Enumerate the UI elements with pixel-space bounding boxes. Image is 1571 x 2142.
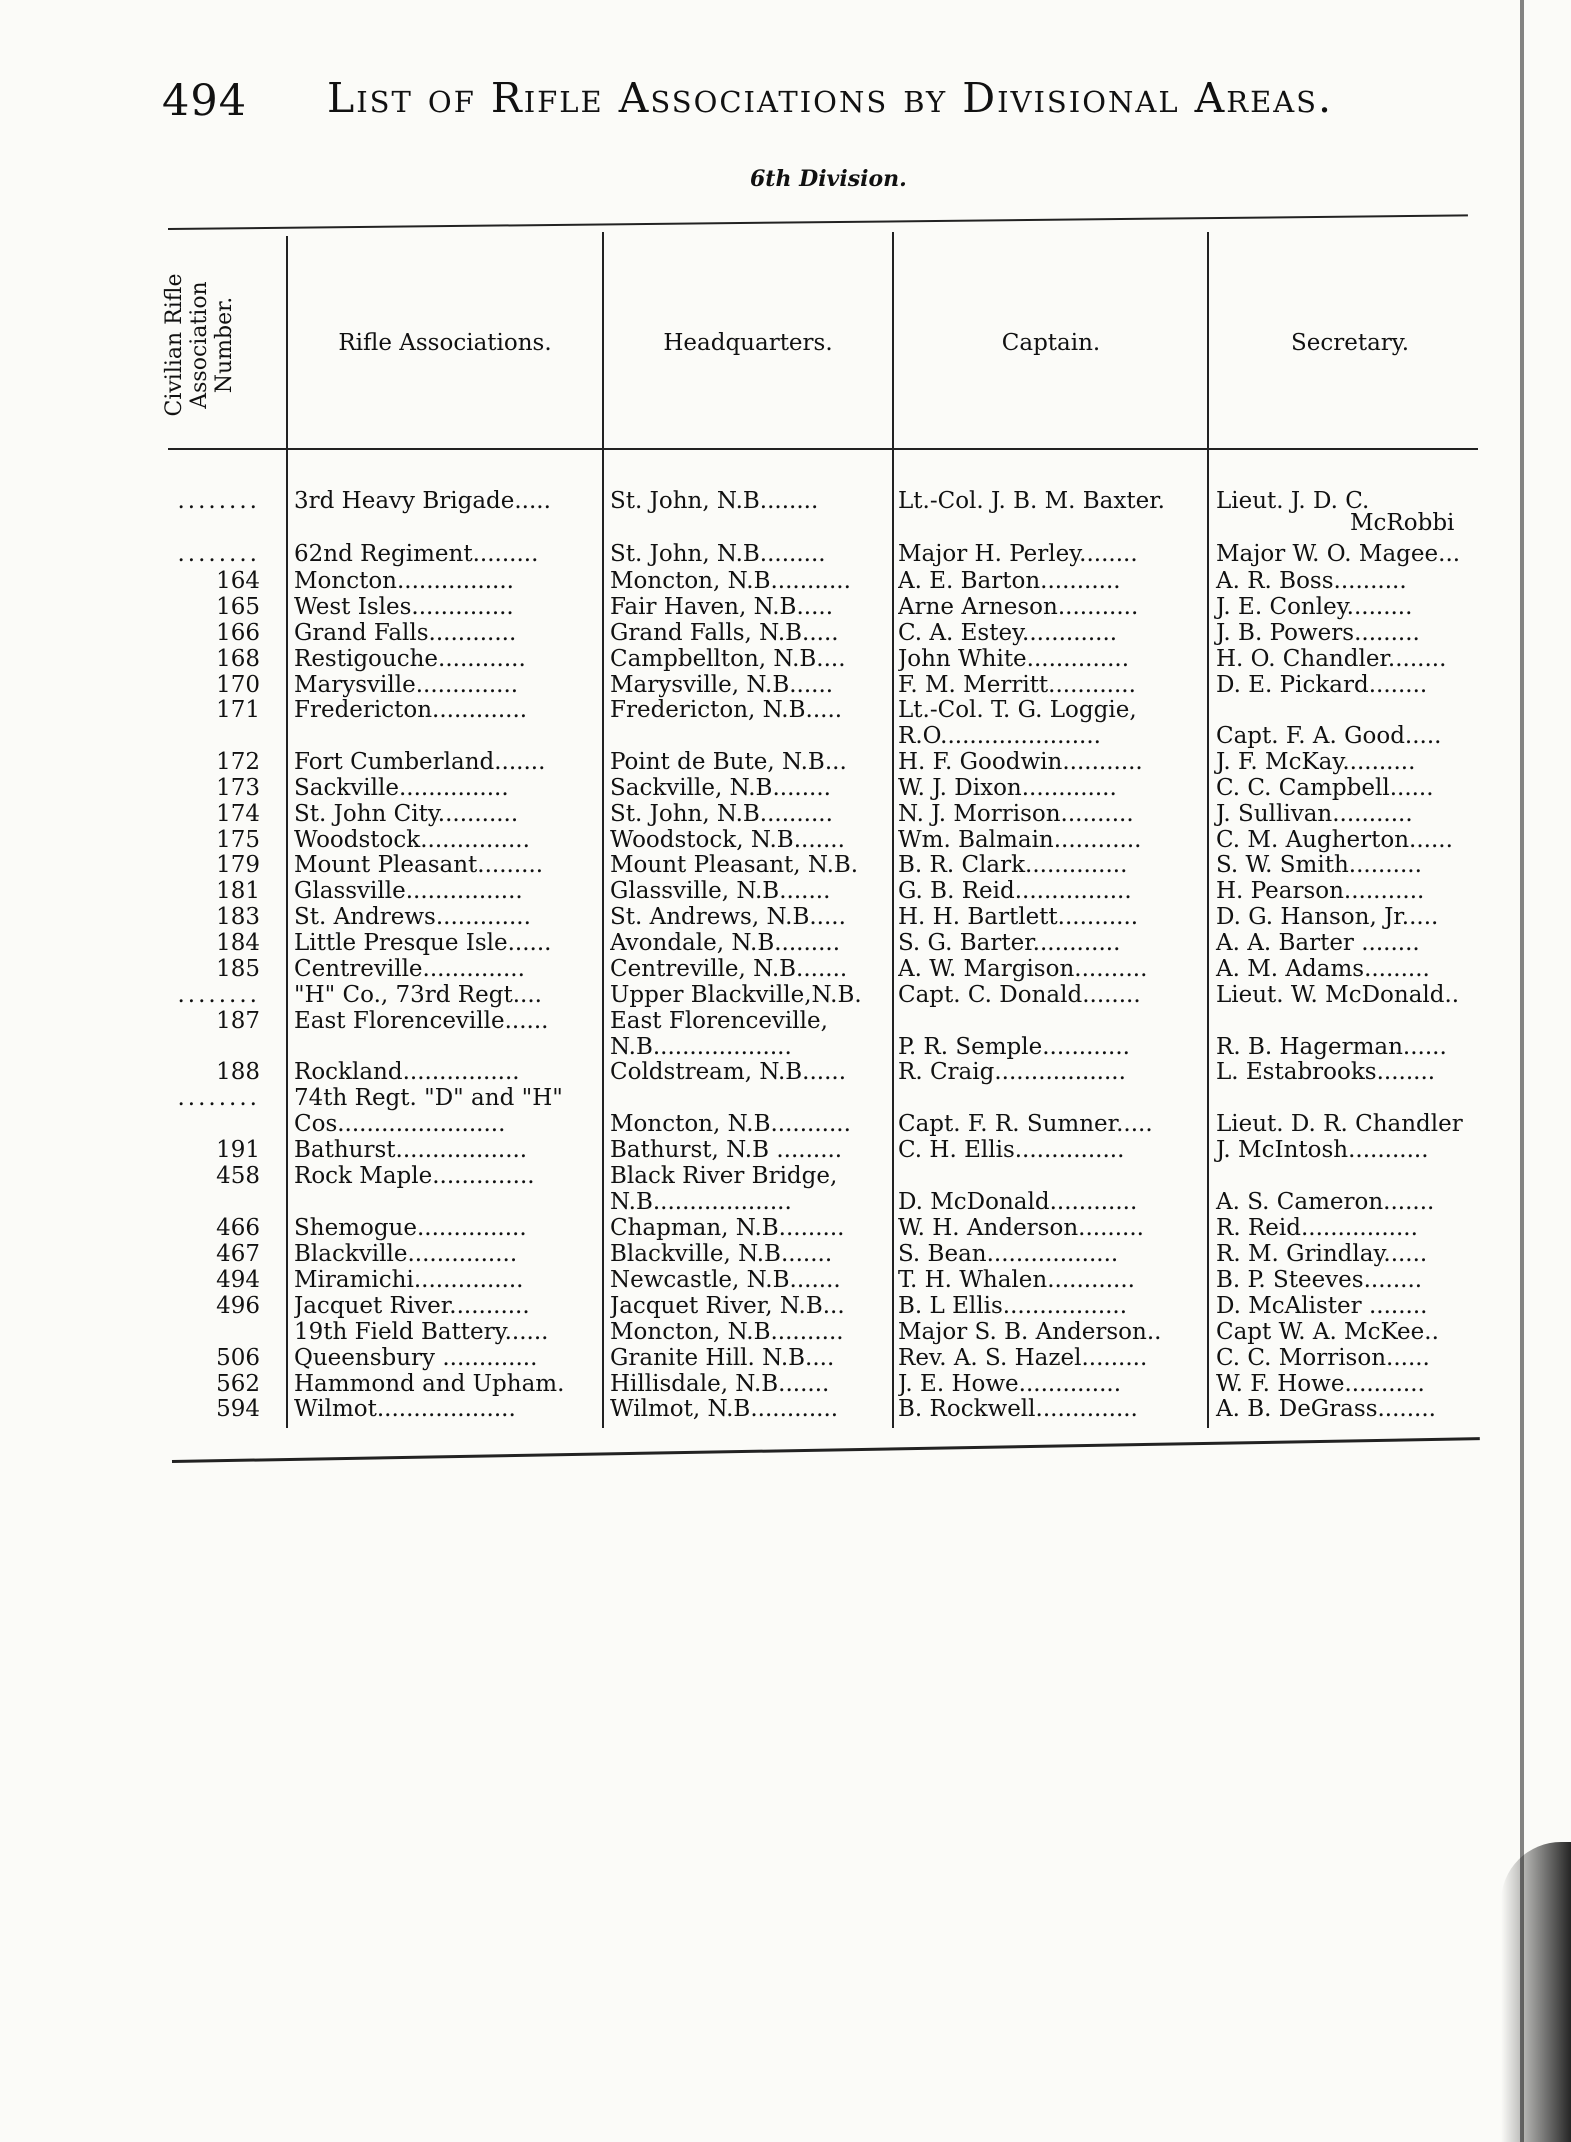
table-row (0, 1345, 1571, 1371)
cell-headquarters: St. John, N.B........ (610, 488, 819, 514)
cell-captain: B. R. Clark.............. (898, 852, 1128, 878)
cell-association: Fredericton............. (294, 697, 528, 723)
cell-secretary: J. Sullivan........... (1216, 801, 1413, 827)
cell-headquarters: St. John, N.B.......... (610, 801, 833, 827)
table-row (0, 1163, 1571, 1189)
cell-headquarters: Point de Bute, N.B... (610, 749, 847, 775)
cell-number: ........ (177, 541, 260, 567)
cell-captain: John White.............. (898, 646, 1130, 672)
table-row (0, 982, 1571, 1008)
cell-number: 170 (216, 672, 260, 698)
cell-secretary: A. R. Boss.......... (1216, 568, 1407, 594)
table-row (0, 646, 1571, 672)
cell-captain: W. H. Anderson......... (898, 1215, 1144, 1241)
cell-number: 185 (216, 956, 260, 982)
cell-headquarters: Fredericton, N.B..... (610, 697, 843, 723)
cell-number: 165 (216, 594, 260, 620)
cell-secretary: H. Pearson........... (1216, 878, 1425, 904)
cell-headquarters: East Florenceville, (610, 1008, 828, 1034)
cell-secretary: Lieut. W. McDonald.. (1216, 982, 1460, 1008)
cell-secretary: McRobbi (1350, 510, 1455, 536)
cell-number: 458 (216, 1163, 260, 1189)
cell-headquarters: Hillisdale, N.B....... (610, 1371, 830, 1397)
cell-number: 562 (216, 1371, 260, 1397)
cell-headquarters: St. John, N.B......... (610, 541, 826, 567)
cell-headquarters: Moncton, N.B........... (610, 568, 851, 594)
table-row (0, 697, 1571, 723)
page-title: List of Rifle Associations by Divisional Areas. (327, 74, 1334, 122)
cell-captain: Rev. A. S. Hazel......... (898, 1345, 1148, 1371)
cell-headquarters: Avondale, N.B......... (610, 930, 841, 956)
cell-secretary: A. S. Cameron....... (1216, 1189, 1435, 1215)
cell-headquarters: Wilmot, N.B............ (610, 1396, 839, 1422)
cell-number: ........ (177, 488, 260, 514)
cell-number: 183 (216, 904, 260, 930)
cell-captain: B. Rockwell.............. (898, 1396, 1138, 1422)
cell-headquarters: Woodstock, N.B....... (610, 827, 845, 853)
table-row (0, 594, 1571, 620)
cell-secretary: A. B. DeGrass........ (1216, 1396, 1436, 1422)
table-row (0, 827, 1571, 853)
cell-captain: R. Craig.................. (898, 1059, 1126, 1085)
cell-association: Jacquet River........... (294, 1293, 530, 1319)
cell-number: 179 (216, 852, 260, 878)
column-header-association: Rifle Associations. (338, 330, 552, 356)
cell-captain: N. J. Morrison.......... (898, 801, 1134, 827)
table-row (0, 1267, 1571, 1293)
table-row (0, 1293, 1571, 1319)
cell-number: 494 (216, 1267, 260, 1293)
cell-association: Cos....................... (294, 1111, 506, 1137)
cell-number: 184 (216, 930, 260, 956)
table-row (0, 1034, 1571, 1060)
cell-captain: G. B. Reid................ (898, 878, 1132, 904)
table-row (0, 1137, 1571, 1163)
cell-secretary: J. B. Powers......... (1216, 620, 1420, 646)
cell-captain: A. E. Barton........... (898, 568, 1121, 594)
cell-headquarters: Coldstream, N.B...... (610, 1059, 847, 1085)
cell-captain: Arne Arneson........... (898, 594, 1139, 620)
cell-association: Blackville............... (294, 1241, 518, 1267)
cell-secretary: Lieut. J. D. C. (1216, 488, 1370, 514)
cell-secretary: D. McAlister ........ (1216, 1293, 1428, 1319)
table-row (0, 775, 1571, 801)
table-row (0, 672, 1571, 698)
cell-captain: A. W. Margison.......... (898, 956, 1148, 982)
cell-headquarters: Fair Haven, N.B..... (610, 594, 834, 620)
cell-captain: H. H. Bartlett........... (898, 904, 1139, 930)
cell-association: Rockland................ (294, 1059, 520, 1085)
table-row (0, 801, 1571, 827)
cell-association: East Florenceville...... (294, 1008, 549, 1034)
table-row (0, 930, 1571, 956)
page-number: 494 (162, 76, 248, 126)
cell-association: Fort Cumberland....... (294, 749, 546, 775)
cell-captain: Major S. B. Anderson.. (898, 1319, 1162, 1345)
column-header-number-line-3: Number. (212, 296, 237, 394)
cell-association: Centreville.............. (294, 956, 525, 982)
cell-headquarters: Moncton, N.B........... (610, 1111, 851, 1137)
cell-number: 594 (216, 1396, 260, 1422)
cell-captain: Lt.-Col. J. B. M. Baxter. (898, 488, 1165, 514)
cell-headquarters: Granite Hill. N.B.... (610, 1345, 835, 1371)
table-row (0, 1085, 1571, 1111)
cell-number: 181 (216, 878, 260, 904)
cell-headquarters: Moncton, N.B.......... (610, 1319, 844, 1345)
cell-secretary: B. P. Steeves........ (1216, 1267, 1423, 1293)
cell-captain: D. McDonald............ (898, 1189, 1138, 1215)
table-row (0, 956, 1571, 982)
cell-number: 496 (216, 1293, 260, 1319)
cell-headquarters: St. Andrews, N.B..... (610, 904, 846, 930)
table-row (0, 620, 1571, 646)
cell-captain: Capt. C. Donald........ (898, 982, 1141, 1008)
cell-number: 168 (216, 646, 260, 672)
cell-association: Miramichi............... (294, 1267, 524, 1293)
cell-secretary: J. McIntosh........... (1216, 1137, 1429, 1163)
cell-captain: B. L Ellis................. (898, 1293, 1128, 1319)
cell-secretary: A. M. Adams......... (1216, 956, 1430, 982)
cell-association: Wilmot................... (294, 1396, 516, 1422)
cell-secretary: C. M. Augherton...... (1216, 827, 1453, 853)
cell-secretary: Capt W. A. McKee.. (1216, 1319, 1439, 1345)
cell-headquarters: Chapman, N.B......... (610, 1215, 845, 1241)
cell-association: 3rd Heavy Brigade..... (294, 488, 551, 514)
cell-headquarters: Glassville, N.B....... (610, 878, 831, 904)
cell-association: Grand Falls............ (294, 620, 517, 646)
cell-association: 62nd Regiment......... (294, 541, 539, 567)
cell-association: St. John City........... (294, 801, 519, 827)
cell-captain: J. E. Howe.............. (898, 1371, 1122, 1397)
cell-secretary: J. F. McKay.......... (1216, 749, 1416, 775)
cell-headquarters: N.B................... (610, 1034, 792, 1060)
table-row (0, 541, 1571, 567)
cell-headquarters: Sackville, N.B........ (610, 775, 831, 801)
table-row (0, 852, 1571, 878)
table-row (0, 1059, 1571, 1085)
cell-captain: C. H. Ellis............... (898, 1137, 1125, 1163)
cell-association: Rock Maple.............. (294, 1163, 535, 1189)
cell-captain: Capt. F. R. Sumner..... (898, 1111, 1153, 1137)
cell-headquarters: Upper Blackville,N.B. (610, 982, 862, 1008)
cell-association: West Isles.............. (294, 594, 514, 620)
column-header-captain: Captain. (1001, 330, 1101, 356)
table-row (0, 904, 1571, 930)
cell-secretary: Lieut. D. R. Chandler (1216, 1111, 1463, 1137)
cell-headquarters: Newcastle, N.B....... (610, 1267, 841, 1293)
column-header-secretary: Secretary. (1290, 330, 1410, 356)
cell-secretary: H. O. Chandler........ (1216, 646, 1447, 672)
cell-association: Glassville................ (294, 878, 523, 904)
cell-number: 467 (216, 1241, 260, 1267)
cell-headquarters: Campbellton, N.B.... (610, 646, 846, 672)
cell-captain: C. A. Estey............. (898, 620, 1118, 646)
cell-secretary: A. A. Barter ........ (1216, 930, 1420, 956)
table-row (0, 1008, 1571, 1034)
cell-number: ........ (177, 982, 260, 1008)
cell-association: "H" Co., 73rd Regt.... (294, 982, 542, 1008)
cell-headquarters: Grand Falls, N.B..... (610, 620, 839, 646)
cell-association: Sackville............... (294, 775, 509, 801)
table-row (0, 1319, 1571, 1345)
cell-captain: H. F. Goodwin........... (898, 749, 1143, 775)
column-header-headquarters: Headquarters. (663, 330, 833, 356)
cell-secretary: L. Estabrooks........ (1216, 1059, 1436, 1085)
cell-captain: S. G. Barter............ (898, 930, 1121, 956)
cell-number: 175 (216, 827, 260, 853)
cell-headquarters: Centreville, N.B....... (610, 956, 848, 982)
cell-headquarters: Blackville, N.B....... (610, 1241, 833, 1267)
cell-captain: Lt.-Col. T. G. Loggie, (898, 697, 1137, 723)
cell-secretary: D. G. Hanson, Jr..... (1216, 904, 1439, 930)
cell-captain: Wm. Balmain............ (898, 827, 1142, 853)
cell-headquarters: N.B................... (610, 1189, 792, 1215)
table-row (0, 1111, 1571, 1137)
cell-association: Mount Pleasant......... (294, 852, 544, 878)
division-heading: 6th Division. (750, 166, 907, 192)
table-row (0, 1241, 1571, 1267)
cell-headquarters: Bathurst, N.B ......... (610, 1137, 843, 1163)
cell-number: ........ (177, 1085, 260, 1111)
cell-headquarters: Marysville, N.B...... (610, 672, 834, 698)
cell-association: Hammond and Upham. (294, 1371, 565, 1397)
cell-number: 164 (216, 568, 260, 594)
table-top-rule (168, 214, 1468, 230)
cell-number: 187 (216, 1008, 260, 1034)
table-bottom-rule (172, 1437, 1480, 1463)
cell-association: St. Andrews............. (294, 904, 531, 930)
header-bottom-rule (168, 448, 1478, 450)
column-header-number-line-1: Civilian Rifle (162, 273, 187, 417)
cell-association: Shemogue............... (294, 1215, 527, 1241)
cell-number: 173 (216, 775, 260, 801)
cell-captain: T. H. Whalen............ (898, 1267, 1135, 1293)
cell-secretary: C. C. Morrison...... (1216, 1345, 1430, 1371)
cell-secretary: Capt. F. A. Good..... (1216, 723, 1442, 749)
cell-number: 188 (216, 1059, 260, 1085)
table-row (0, 878, 1571, 904)
cell-number: 172 (216, 749, 260, 775)
cell-secretary: W. F. Howe........... (1216, 1371, 1425, 1397)
cell-headquarters: Black River Bridge, (610, 1163, 838, 1189)
cell-secretary: S. W. Smith.......... (1216, 852, 1422, 878)
cell-number: 506 (216, 1345, 260, 1371)
cell-headquarters: Jacquet River, N.B... (610, 1293, 845, 1319)
cell-association: 74th Regt. "D" and "H" (294, 1085, 563, 1111)
table-row (0, 723, 1571, 749)
cell-secretary: R. Reid................ (1216, 1215, 1418, 1241)
cell-number: 174 (216, 801, 260, 827)
table-row (0, 1396, 1571, 1422)
cell-number: 166 (216, 620, 260, 646)
cell-association: Little Presque Isle...... (294, 930, 552, 956)
cell-secretary: C. C. Campbell...... (1216, 775, 1434, 801)
cell-number: 171 (216, 697, 260, 723)
table-row (0, 1189, 1571, 1215)
column-header-number-line-2: Association (187, 281, 212, 409)
cell-association: 19th Field Battery...... (294, 1319, 549, 1345)
cell-number: 191 (216, 1137, 260, 1163)
cell-number: 466 (216, 1215, 260, 1241)
cell-association: Moncton................ (294, 568, 514, 594)
table-row (0, 749, 1571, 775)
cell-captain: Major H. Perley........ (898, 541, 1138, 567)
cell-captain: S. Bean.................. (898, 1241, 1119, 1267)
cell-headquarters: Mount Pleasant, N.B. (610, 852, 859, 878)
table-row (0, 1215, 1571, 1241)
cell-association: Queensbury ............. (294, 1345, 538, 1371)
table-row (0, 568, 1571, 594)
cell-secretary: R. M. Grindlay...... (1216, 1241, 1428, 1267)
cell-association: Woodstock............... (294, 827, 530, 853)
table-row (0, 510, 1571, 536)
cell-captain: W. J. Dixon............. (898, 775, 1117, 801)
table-row (0, 1371, 1571, 1397)
cell-secretary: J. E. Conley......... (1216, 594, 1413, 620)
cell-secretary: R. B. Hagerman...... (1216, 1034, 1447, 1060)
cell-secretary: Major W. O. Magee... (1216, 541, 1461, 567)
cell-association: Marysville.............. (294, 672, 519, 698)
cell-association: Restigouche............ (294, 646, 526, 672)
cell-captain: P. R. Semple............ (898, 1034, 1130, 1060)
cell-association: Bathurst.................. (294, 1137, 528, 1163)
cell-secretary: D. E. Pickard........ (1216, 672, 1428, 698)
cell-captain: F. M. Merritt............ (898, 672, 1136, 698)
cell-captain: R.O...................... (898, 723, 1101, 749)
page-edge-shadow (1501, 1842, 1571, 2142)
